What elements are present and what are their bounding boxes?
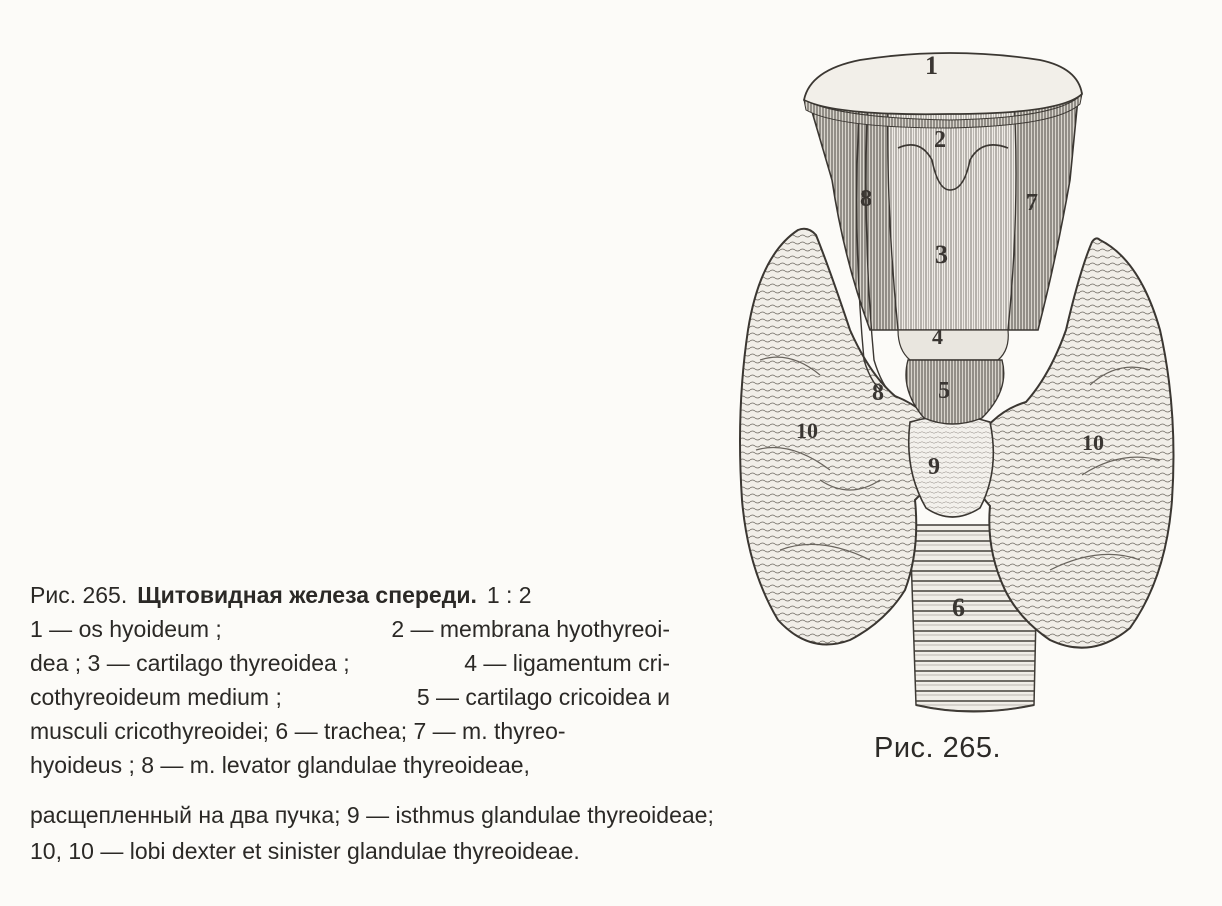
label-10-right: 10	[1082, 430, 1104, 455]
label-9: 9	[928, 454, 940, 480]
caption-title-line	[30, 578, 670, 612]
label-1: 1	[925, 51, 938, 80]
caption-line	[30, 798, 714, 834]
caption-scale: 1 : 2	[486, 582, 532, 608]
caption-segment: 4 — ligamentum cri-	[464, 650, 670, 676]
anatomical-illustration	[720, 30, 1190, 720]
caption-line	[30, 714, 670, 748]
caption-line	[30, 834, 714, 870]
caption-title: Щитовидная железа спереди.	[137, 582, 477, 608]
caption-line	[30, 612, 670, 646]
thyroid-gland-drawing	[720, 30, 1190, 720]
caption-fig-ref: Рис. 265.	[30, 582, 128, 608]
label-6: 6	[952, 593, 965, 622]
caption-segment: 2 — membrana hyothyreoi-	[391, 616, 670, 642]
figure-number: Рис. 265.	[874, 732, 1002, 764]
caption-segment: dea ; 3 — cartilago thyreoidea ;	[30, 650, 350, 676]
figure-caption-continued	[30, 798, 714, 870]
caption-line	[30, 748, 670, 782]
caption-segment: hyoideus ; 8 — m. levator glandulae thyreoideae,	[30, 752, 530, 778]
label-8-upper: 8	[860, 186, 872, 212]
label-3: 3	[935, 240, 948, 269]
caption-segment: расщепленный на два пучка; 9 — isthmus glandulae thyreoideae;	[30, 802, 714, 828]
caption-line	[30, 646, 670, 680]
figure-caption	[30, 578, 670, 782]
label-2: 2	[934, 127, 946, 153]
caption-segment: cothyreoideum medium ;	[30, 684, 282, 710]
caption-segment: 1 — os hyoideum ;	[30, 616, 222, 642]
caption-segment: 5 — cartilago cricoidea и	[416, 684, 670, 710]
label-8-lower: 8	[872, 380, 884, 406]
thyroid-isthmus	[909, 416, 994, 517]
caption-segment: musculi cricothyreoidei; 6 — trachea; 7 — m. thyreo-	[30, 718, 566, 744]
caption-line	[30, 680, 670, 714]
label-10-left: 10	[796, 418, 818, 443]
label-4: 4	[932, 324, 943, 349]
label-7: 7	[1026, 190, 1038, 216]
caption-segment: 10, 10 — lobi dexter et sinister glandulae thyreoideae.	[30, 838, 580, 864]
label-5: 5	[938, 378, 950, 404]
